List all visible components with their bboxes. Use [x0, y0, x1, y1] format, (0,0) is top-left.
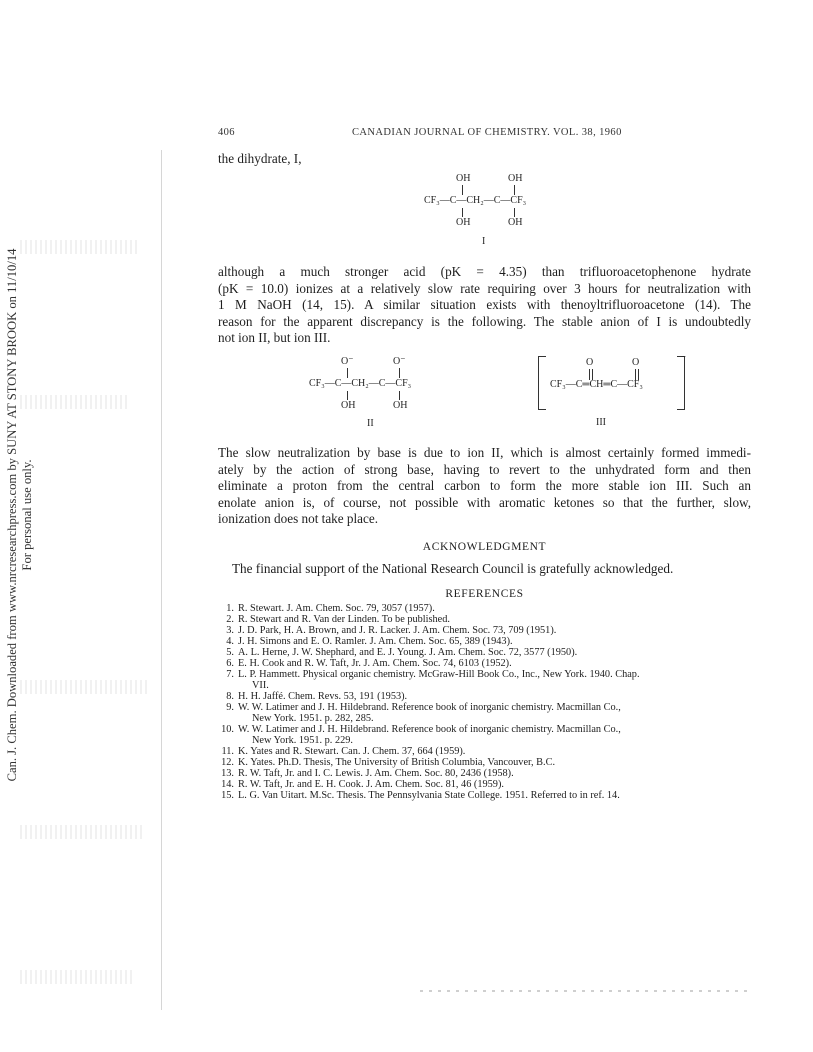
reference-number: 13.	[221, 768, 234, 779]
reference-number: 11.	[221, 746, 234, 757]
paragraph-1: although a much stronger acid (pK = 4.35) than trifluoroacetophenone hydrate (pK = 10.0) ionizes at a relatively slow rate requiring over 3 hours for neutralization with 1 M NaOH (14, 15). A similar situation exists with thenoyltrifluoroacetone (14). The reason for the apparent discrepancy is the following. The stable anion of I is undoubtedly not ion II, but ion III.	[218, 264, 751, 345]
reference-text: W. W. Latimer and J. H. Hildebrand. Reference book of inorganic chemistry. Macmillan Co.,	[238, 724, 621, 735]
structure-iii-label: III	[596, 417, 606, 428]
reference-text-continuation: New York. 1951. p. 229.	[252, 735, 353, 746]
reference-number: 7.	[226, 669, 234, 680]
reference-number: 10.	[221, 724, 234, 735]
journal-title: CANADIAN JOURNAL OF CHEMISTRY. VOL. 38, 1960	[352, 127, 622, 138]
reference-text: R. Stewart. J. Am. Chem. Soc. 79, 3057 (1957).	[238, 603, 435, 614]
reference-item	[218, 658, 758, 669]
reference-item	[218, 691, 758, 702]
reference-number: 12.	[221, 757, 234, 768]
scan-artifact	[20, 970, 135, 984]
reference-number: 4.	[226, 636, 234, 647]
charge-sign: ⁻	[681, 354, 687, 365]
reference-number: 15.	[221, 790, 234, 801]
reference-number: 6.	[226, 658, 234, 669]
reference-item	[218, 790, 758, 801]
reference-number: 5.	[226, 647, 234, 658]
reference-item	[218, 746, 758, 757]
reference-text: H. H. Jaffé. Chem. Revs. 53, 191 (1953).	[238, 691, 408, 702]
reference-text: L. G. Van Uitart. M.Sc. Thesis. The Pennsylvania State College. 1951. Referred to in ref. 14.	[238, 790, 620, 801]
scan-artifact	[20, 825, 145, 839]
reference-text: L. P. Hammett. Physical organic chemistry. McGraw-Hill Book Co., Inc., New York. 1940. Chap.	[238, 669, 640, 680]
reference-text: K. Yates and R. Stewart. Can. J. Chem. 37, 664 (1959).	[238, 746, 466, 757]
structure-i: OH OH CF₃—C—CH₂—C—CF₃ OH OH I	[424, 173, 527, 247]
reference-text: J. H. Simons and E. O. Ramler. J. Am. Chem. Soc. 65, 389 (1943).	[238, 636, 513, 647]
references-heading: REFERENCES	[445, 588, 524, 600]
structure-i-label: I	[482, 236, 486, 247]
download-notice-line-2: For personal use only.	[20, 459, 34, 571]
reference-list	[218, 603, 758, 801]
reference-number: 3.	[226, 625, 234, 636]
reference-number: 1.	[226, 603, 234, 614]
reference-item	[218, 614, 758, 625]
download-notice	[5, 240, 41, 790]
reference-text: R. Stewart and R. Van der Linden. To be published.	[238, 614, 450, 625]
intro-text: the dihydrate, I,	[218, 151, 302, 166]
reference-item	[218, 647, 758, 658]
scan-artifact	[20, 395, 130, 409]
reference-item	[218, 603, 758, 614]
reference-item	[218, 636, 758, 647]
structure-ii-label: II	[367, 418, 374, 429]
paragraph-2: The slow neutralization by base is due to ion II, which is almost certainly formed immedi- ately by the action of strong base, having to revert to the unhydrated form and then eliminate a proton from the central carbon to form the more stable ion III. Such an enolate anion is, of course, not possible with aromatic ketones so that the further, slow, ionization does not take place.	[218, 445, 751, 526]
acknowledgment-heading: ACKNOWLEDGMENT	[422, 541, 547, 553]
reference-item	[218, 669, 758, 691]
reference-text: A. L. Herne, J. W. Shephard, and E. J. Young. J. Am. Chem. Soc. 72, 3577 (1950).	[238, 647, 578, 658]
reference-text-continuation: New York. 1951. p. 282, 285.	[252, 713, 374, 724]
scan-artifact	[20, 240, 140, 254]
reference-text: J. D. Park, H. A. Brown, and J. R. Lacker. J. Am. Chem. Soc. 73, 709 (1951).	[238, 625, 557, 636]
reference-item	[218, 625, 758, 636]
reference-item	[218, 757, 758, 768]
reference-number: 9.	[226, 702, 234, 713]
reference-text: R. W. Taft, Jr. and I. C. Lewis. J. Am. Chem. Soc. 80, 2436 (1958).	[238, 768, 514, 779]
download-notice-line-1: Can. J. Chem. Downloaded from www.nrcresearchpress.com by SUNY AT STONY BROOK on 11/10/14	[5, 248, 19, 782]
scan-artifact	[20, 680, 150, 694]
reference-text: K. Yates. Ph.D. Thesis, The University of British Columbia, Vancouver, B.C.	[238, 757, 556, 768]
structure-iii: ⁻ O O CF₃—C═CH═C—CF₃ III	[538, 354, 688, 434]
reference-number: 14.	[221, 779, 234, 790]
reference-number: 8.	[226, 691, 234, 702]
reference-item	[218, 724, 758, 746]
acknowledgment-text: The financial support of the National Research Council is gratefully acknowledged.	[232, 561, 674, 576]
reference-text: R. W. Taft, Jr. and E. H. Cook. J. Am. Chem. Soc. 81, 46 (1959).	[238, 779, 504, 790]
reference-item	[218, 768, 758, 779]
scan-artifact	[420, 990, 750, 992]
reference-text: E. H. Cook and R. W. Taft, Jr. J. Am. Chem. Soc. 74, 6103 (1952).	[238, 658, 512, 669]
page-number: 406	[218, 127, 235, 138]
reference-text: W. W. Latimer and J. H. Hildebrand. Reference book of inorganic chemistry. Macmillan Co.,	[238, 702, 621, 713]
reference-item	[218, 702, 758, 724]
margin-rule	[161, 150, 162, 1010]
reference-number: 2.	[226, 614, 234, 625]
structure-ii: O⁻ O⁻ CF₃—C—CH₂—C—CF₃ OH OH II	[309, 356, 412, 429]
reference-text-continuation: VII.	[252, 680, 269, 691]
reference-item	[218, 779, 758, 790]
